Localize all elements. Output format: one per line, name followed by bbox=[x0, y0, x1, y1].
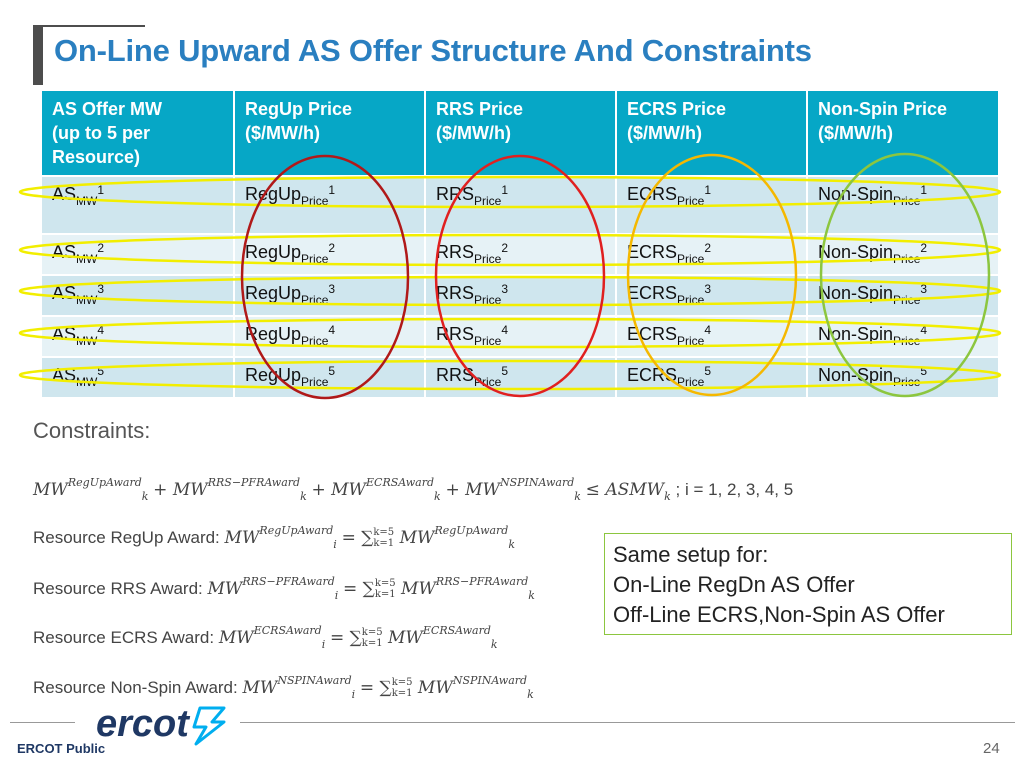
table-cell: Non-Spin$_{Price}^5$ bbox=[807, 357, 998, 397]
table-cell: $AS_{MW}^3$ bbox=[42, 275, 234, 316]
table-cell: $AS_{MW}^4$ bbox=[42, 316, 234, 357]
table-row bbox=[42, 176, 998, 234]
ecrs-award-equation: Resource ECRS Award: $MW^{ECRSAward}_i = \sum k=5$ k=1 $MW^{ECRSAward}_k$ bbox=[33, 624, 498, 651]
table-row bbox=[42, 234, 998, 275]
table-cell: $RRS_{Price}^5$ bbox=[425, 357, 616, 397]
rrs-award-equation: Resource RRS Award: $MW^{RRS-PFRAward}_i = \sum k=5$ k=1 $MW^{RRS-PFRAward}_k$ bbox=[33, 575, 535, 602]
title-accent-line bbox=[33, 25, 145, 27]
ercot-bolt-icon bbox=[194, 708, 224, 744]
table-cell: Non-Spin$_{Price}^1$ bbox=[807, 176, 998, 234]
same-setup-note bbox=[604, 533, 1012, 635]
note-line-3: Off-Line ECRS,Non-Spin AS Offer bbox=[613, 602, 945, 627]
table-cell: Non-Spin$_{Price}^4$ bbox=[807, 316, 998, 357]
table-cell: $ECRS_{Price}^4$ bbox=[616, 316, 807, 357]
table-cell: $RRS_{Price}^3$ bbox=[425, 275, 616, 316]
header-rrs-price: RRS Price ($/MW/h) bbox=[425, 91, 616, 176]
footer-label: ERCOT Public bbox=[17, 741, 106, 756]
page-number: 24 bbox=[983, 740, 1000, 757]
table-cell: $ECRS_{Price}^1$ bbox=[616, 176, 807, 234]
table-cell: $AS_{MW}^2$ bbox=[42, 234, 234, 275]
table-cell: $ECRS_{Price}^2$ bbox=[616, 234, 807, 275]
header-as-offer-mw: AS Offer MW (up to 5 per Resource) bbox=[42, 91, 234, 176]
ercot-logo bbox=[96, 702, 236, 746]
title-accent-bar bbox=[33, 25, 43, 85]
table-cell: RegUp$_{Price}^4$ bbox=[234, 316, 425, 357]
table-header-row bbox=[42, 91, 998, 176]
header-ecrs-price: ECRS Price ($/MW/h) bbox=[616, 91, 807, 176]
footer-divider-left bbox=[10, 722, 75, 723]
table-cell: Non-Spin$_{Price}^2$ bbox=[807, 234, 998, 275]
offer-table bbox=[42, 91, 998, 397]
constraints-heading: Constraints: bbox=[33, 418, 151, 443]
table-cell: RegUp$_{Price}^5$ bbox=[234, 357, 425, 397]
sum-constraint-equation: $MW^{RegUpAward}_k + MW^{RRS-PFRAward}_k + MW^{ECRSAward}_k + MW^{NSPINAward}_k$ ≤ $ASMW_k$ ; i = 1, 2, 3, 4, 5 bbox=[33, 476, 794, 503]
table-row bbox=[42, 275, 998, 316]
table-cell: $AS_{MW}^5$ bbox=[42, 357, 234, 397]
table-cell: RegUp$_{Price}^1$ bbox=[234, 176, 425, 234]
table-row bbox=[42, 316, 998, 357]
table-cell: RegUp$_{Price}^3$ bbox=[234, 275, 425, 316]
svg-text:ercot: ercot bbox=[96, 703, 189, 745]
table-cell: $ECRS_{Price}^5$ bbox=[616, 357, 807, 397]
table-cell: $RRS_{Price}^4$ bbox=[425, 316, 616, 357]
table-row bbox=[42, 357, 998, 397]
footer-divider-right bbox=[240, 722, 1015, 723]
table-cell: $ECRS_{Price}^3$ bbox=[616, 275, 807, 316]
note-line-1: Same setup for: bbox=[613, 542, 769, 567]
nonspin-award-equation: Resource Non-Spin Award: $MW^{NSPINAward}_i = \sum k=5$ k=1 $MW^{NSPINAward}_k$ bbox=[33, 674, 534, 701]
header-nonspin-price: Non-Spin Price ($/MW/h) bbox=[807, 91, 998, 176]
header-regup-price: RegUp Price ($/MW/h) bbox=[234, 91, 425, 176]
regup-award-equation: Resource RegUp Award: $MW^{RegUpAward}_i = \sum k=5$ k=1 $MW^{RegUpAward}_k$ bbox=[33, 524, 516, 551]
table-cell: Non-Spin$_{Price}^3$ bbox=[807, 275, 998, 316]
table-cell: $RRS_{Price}^1$ bbox=[425, 176, 616, 234]
page-title: On-Line Upward AS Offer Structure And Constraints bbox=[54, 33, 812, 68]
note-line-2: On-Line RegDn AS Offer bbox=[613, 572, 855, 597]
table-cell: RegUp$_{Price}^2$ bbox=[234, 234, 425, 275]
table-cell: $AS_{MW}^1$ bbox=[42, 176, 234, 234]
table-cell: $RRS_{Price}^2$ bbox=[425, 234, 616, 275]
